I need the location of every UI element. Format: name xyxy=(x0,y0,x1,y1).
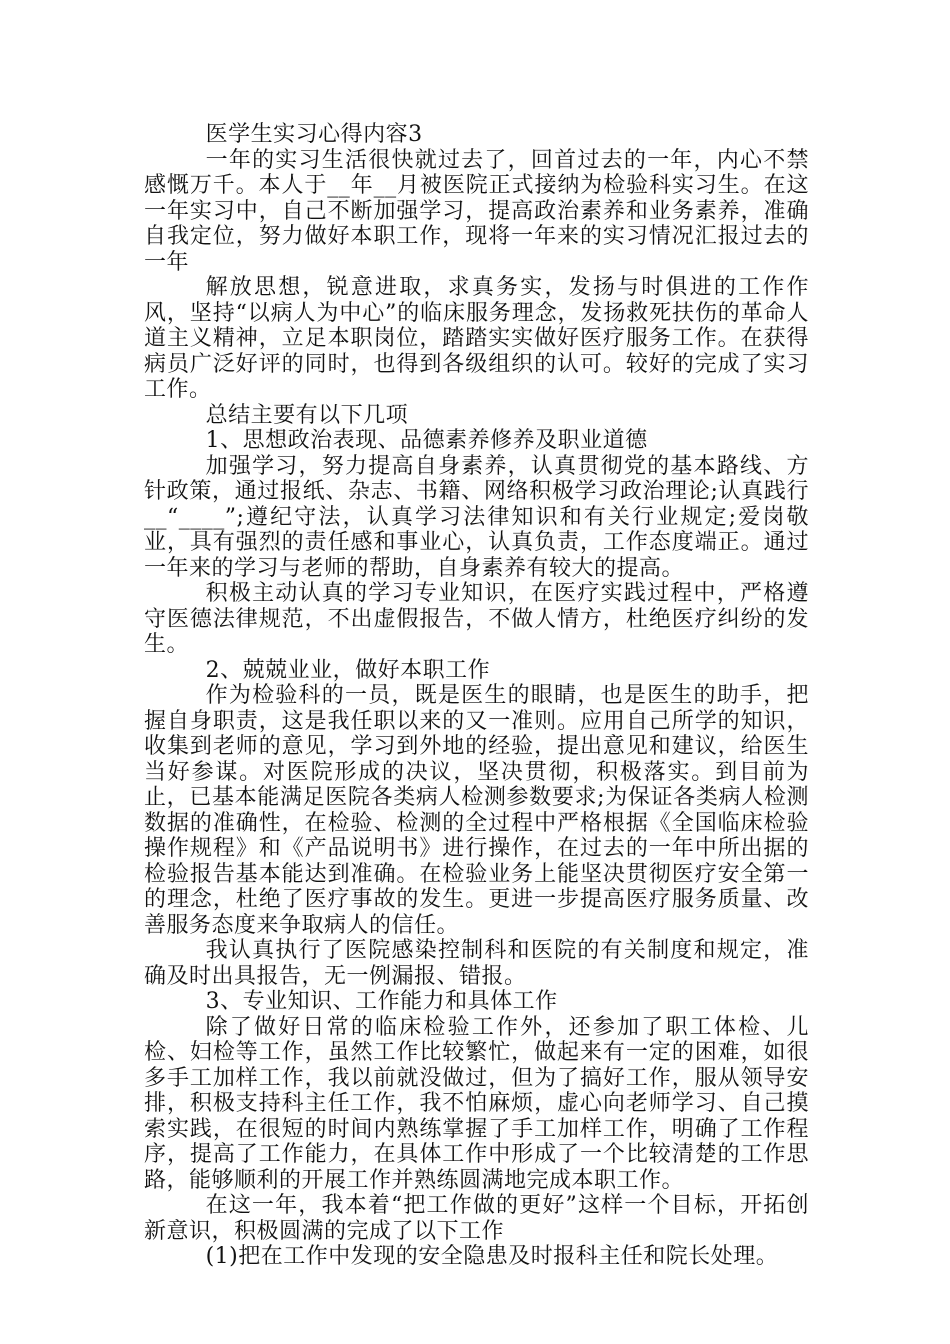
paragraph-spirit: 解放思想，锐意进取，求真务实，发扬与时俱进的工作作风，坚持“以病人为中心”的临床服务理念，发扬救死扶伤的革命人道主义精神，立足本职岗位，踏踏实实做好医疗服务工作。在获得病员广泛好评的同时，也得到各级组织的认可。较好的完成了实习工作。 xyxy=(144,275,809,402)
section-heading-2: 2、兢兢业业，做好本职工作 xyxy=(205,657,491,683)
paragraph-work-ability: 除了做好日常的临床检验工作外，还参加了职工体检、儿检、妇检等工作，虽然工作比较繁忙，做起来有一定的困难，如很多手工加样工作，我以前就没做过，但为了搞好工作，服从领导安排，积极支持科主任工作，我不怕麻烦，虚心向老师学习、自己摸索实践，在很短的时间内熟练掌握了手工加样工作，明确了工作程序，提高了工作能力，在具体工作中形成了一个比较清楚的工作思路，能够顺利的开展工作并熟练圆满地完成本职工作。 xyxy=(144,1014,809,1193)
section-heading-1: 1、思想政治表现、品德素养修养及职业道德 xyxy=(205,428,648,453)
paragraph-item-1: (1)把在工作中发现的安全隐患及时报科主任和院长处理。 xyxy=(205,1244,779,1269)
paragraph-summary-heading: 总结主要有以下几项 xyxy=(205,402,409,428)
document-title: 医学生实习心得内容3 xyxy=(205,122,423,147)
document-body xyxy=(144,122,809,1270)
paragraph-infection-control: 我认真执行了医院感染控制科和医院的有关制度和规定，准确及时出具报告，无一例漏报、错报。 xyxy=(144,938,809,989)
paragraph-political: 加强学习，努力提高自身素养，认真贯彻党的基本路线、方针政策，通过报纸、杂志、书籍、网络积极学习政治理论;认真践行__“____”;遵纪守法，认真学习法律知识和有关行业规定;爱岗敬业，具有强烈的责任感和事业心，认真负责，工作态度端正。通过一年来的学习与老师的帮助，自身素养有较大的提高。 xyxy=(144,453,809,581)
paragraph-intro: 一年的实习生活很快就过去了，回首过去的一年，内心不禁感慨万千。本人于__年__月被医院正式接纳为检验科实习生。在这一年实习中，自己不断加强学习，提高政治素养和业务素养，准确自我定位，努力做好本职工作，现将一年来的实习情况汇报过去的一年 xyxy=(144,147,809,275)
paragraph-duties: 作为检验科的一员，既是医生的眼睛，也是医生的助手，把握自身职责，这是我任职以来的又一准则。应用自己所学的知识，收集到老师的意见，学习到外地的经验，提出意见和建议，给医生当好参谋。对医院形成的决议，坚决贯彻，积极落实。到目前为止，已基本能满足医院各类病人检测参数要求;为保证各类病人检测数据的准确性，在检验、检测的全过程中严格根据《全国临床检验操作规程》和《产品说明书》进行操作，在过去的一年中所出据的检验报告基本能达到准确。在检验业务上能坚决贯彻医疗安全第一的理念，杜绝了医疗事故的发生。更进一步提高医疗服务质量、改善服务态度来争取病人的信任。 xyxy=(144,683,809,938)
paragraph-professional-study: 积极主动认真的学习专业知识，在医疗实践过程中，严格遵守医德法律规范，不出虚假报告，不做人情方，杜绝医疗纠纷的发生。 xyxy=(144,581,809,657)
paragraph-goals: 在这一年，我本着“把工作做的更好”这样一个目标，开拓创新意识，积极圆满的完成了以下工作 xyxy=(144,1193,809,1244)
section-heading-3: 3、专业知识、工作能力和具体工作 xyxy=(205,989,558,1014)
